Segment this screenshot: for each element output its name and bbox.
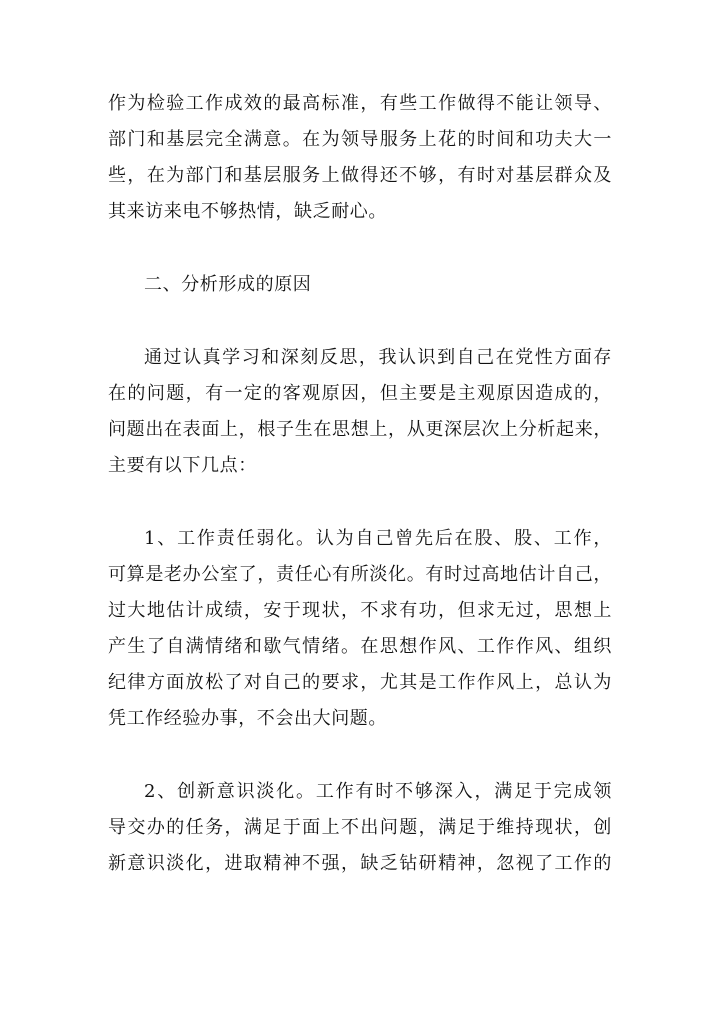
paragraph-line: 凭工作经验办事，不会出大问题。 (108, 708, 387, 729)
paragraph-line: 可算是老办公室了，责任心有所淡化。有时过高地估计自己， (108, 564, 612, 585)
paragraph-line: 过大地估计成绩，安于现状，不求有功，但求无过，思想上 (108, 600, 612, 621)
paragraph-spacer (108, 737, 612, 774)
paragraph-line: 2、创新意识淡化。工作有时不够深入，满足于完成领 (144, 781, 612, 802)
paragraph-line: 作为检验工作成效的最高标准，有些工作做得不能让领导、 (108, 93, 612, 114)
document-body (108, 86, 612, 882)
section-heading-text: 二、分析形成的原因 (144, 274, 312, 295)
paragraph-spacer (108, 230, 612, 267)
paragraph-spacer (108, 303, 612, 340)
paragraph-line: 新意识淡化，进取精神不强，缺乏钻研精神，忽视了工作的 (108, 853, 612, 874)
paragraph-line: 产生了自满情绪和歇气情绪。在思想作风、工作作风、组织 (108, 636, 612, 657)
paragraph-line: 在的问题，有一定的客观原因，但主要是主观原因造成的， (108, 383, 612, 404)
section-heading (108, 267, 612, 303)
paragraph-line: 主要有以下几点： (108, 455, 257, 476)
paragraph-line: 通过认真学习和深刻反思，我认识到自己在党性方面存 (144, 347, 612, 368)
paragraph-line: 纪律方面放松了对自己的要求，尤其是工作作风上，总认为 (108, 672, 612, 693)
paragraph-line: 其来访来电不够热情，缺乏耐心。 (108, 201, 387, 222)
paragraph-line: 1、工作责任弱化。认为自己曾先后在股、股、工作， (144, 528, 612, 549)
paragraph-spacer (108, 484, 612, 521)
paragraph-4 (108, 774, 612, 882)
paragraph-1 (108, 86, 612, 230)
paragraph-3 (108, 521, 612, 737)
paragraph-line: 导交办的任务，满足于面上不出问题，满足于维持现状，创 (108, 817, 612, 838)
paragraph-2 (108, 340, 612, 484)
paragraph-line: 些，在为部门和基层服务上做得还不够，有时对基层群众及 (108, 165, 612, 186)
paragraph-line: 问题出在表面上，根子生在思想上，从更深层次上分析起来， (108, 419, 612, 440)
paragraph-line: 部门和基层完全满意。在为领导服务上花的时间和功夫大一 (108, 129, 612, 150)
